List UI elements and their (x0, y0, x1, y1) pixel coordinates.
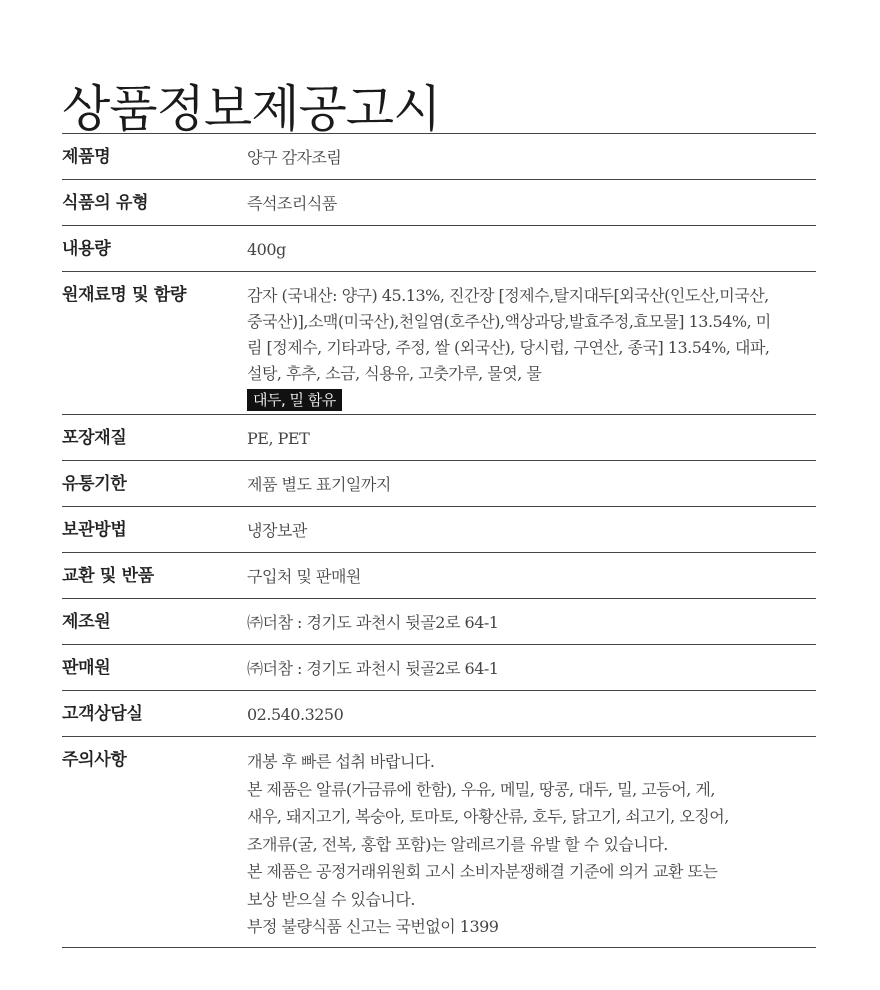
row-label: 식품의 유형 (62, 193, 149, 213)
value-line: 제품 별도 표기일까지 (247, 475, 391, 494)
row-label: 원재료명 및 함량 (62, 285, 187, 305)
table-row (62, 737, 816, 948)
table-row (62, 226, 816, 272)
table-row (62, 645, 816, 691)
value-line: 설탕, 후추, 소금, 식용유, 고춧가루, 물엿, 물 (247, 364, 542, 383)
page-title: 상품정보제공고시 (62, 79, 441, 138)
row-label: 내용량 (62, 239, 111, 259)
value-line: 즉석조리식품 (247, 194, 337, 213)
value-line: ㈜더참 : 경기도 과천시 뒷골2로 64-1 (247, 613, 499, 632)
value-line: 조개류(굴, 전복, 홍합 포함)는 알레르기를 유발 할 수 있습니다. (247, 834, 668, 854)
value-line: PE, PET (247, 429, 310, 448)
value-line: 구입처 및 판매원 (247, 567, 361, 586)
row-label: 제조원 (62, 612, 111, 632)
row-label: 고객상담실 (62, 704, 143, 724)
value-line: 400g (247, 240, 286, 259)
row-label: 제품명 (62, 147, 111, 167)
row-value (247, 645, 816, 690)
row-label: 판매원 (62, 658, 111, 678)
value-line: 양구 감자조림 (247, 148, 342, 167)
value-line: 중국산)],소맥(미국산),천일염(호주산),액상과당,발효주정,효모물] 13.54%, 미 (247, 312, 771, 331)
row-label: 교환 및 반품 (62, 566, 154, 586)
row-value (247, 737, 816, 947)
value-line: 보상 받으실 수 있습니다. (247, 889, 415, 909)
row-value (247, 272, 816, 414)
row-value (247, 691, 816, 736)
row-label: 주의사항 (62, 750, 127, 770)
row-value (247, 134, 816, 179)
row-value (247, 415, 816, 460)
table-row (62, 415, 816, 461)
row-value (247, 507, 816, 552)
table-row (62, 599, 816, 645)
row-label: 보관방법 (62, 520, 127, 540)
product-info-table (62, 133, 816, 948)
value-line: 새우, 돼지고기, 복숭아, 토마토, 아황산류, 호두, 닭고기, 쇠고기, 오징어, (247, 807, 729, 826)
value-line: ㈜더참 : 경기도 과천시 뒷골2로 64-1 (247, 659, 499, 678)
table-row (62, 691, 816, 737)
value-line: 림 [정제수, 기타과당, 주정, 쌀 (외국산), 당시럽, 구연산, 종국] 13.54%, 대파, (247, 338, 770, 357)
table-row (62, 461, 816, 507)
table-row (62, 180, 816, 226)
value-line: 부정 불량식품 신고는 국번없이 1399 (247, 917, 499, 936)
value-line: 감자 (국내산: 양구) 45.13%, 진간장 [정제수,탈지대두[외국산(인도산,미국산, (247, 286, 769, 305)
row-label: 유통기한 (62, 474, 127, 494)
allergen-badge: 대두, 밀 함유 (247, 389, 342, 411)
row-value (247, 553, 816, 598)
table-row (62, 134, 816, 180)
value-line: 개봉 후 빠른 섭취 바랍니다. (247, 752, 435, 771)
value-line: 본 제품은 알류(가금류에 한함), 우유, 메밀, 땅콩, 대두, 밀, 고등어, 게, (247, 779, 715, 799)
table-row (62, 553, 816, 599)
table-row (62, 272, 816, 415)
table-row (62, 507, 816, 553)
row-value (247, 599, 816, 644)
row-value (247, 180, 816, 225)
row-value (247, 461, 816, 506)
row-value (247, 226, 816, 271)
value-line: 02.540.3250 (247, 705, 344, 724)
value-line: 본 제품은 공정거래위원회 고시 소비자분쟁해결 기준에 의거 교환 또는 (247, 862, 718, 881)
value-line: 냉장보관 (247, 521, 307, 540)
row-label: 포장재질 (62, 428, 127, 448)
